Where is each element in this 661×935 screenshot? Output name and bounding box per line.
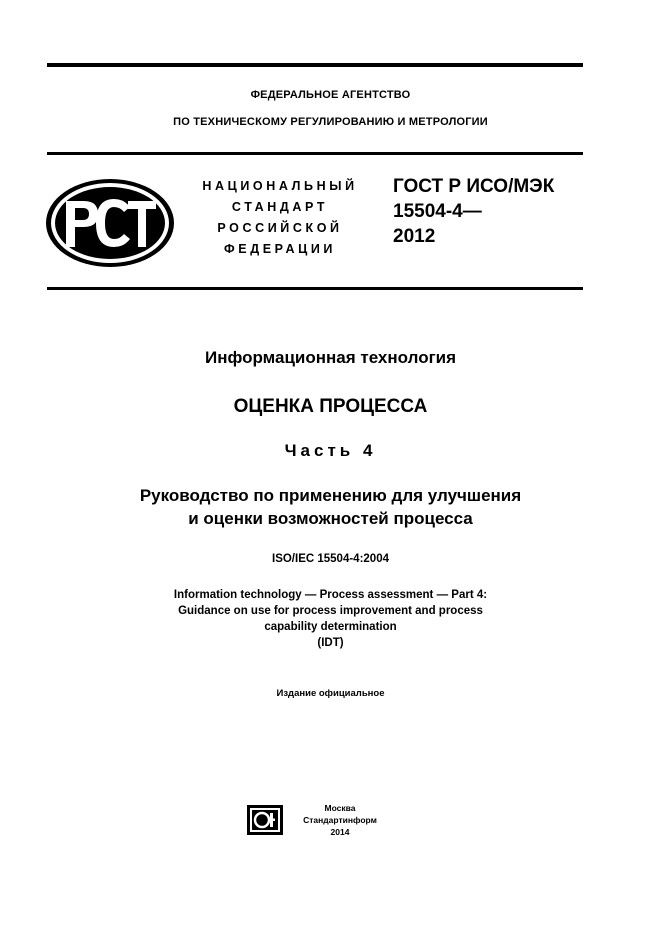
part-title: Часть 4 — [284, 441, 377, 460]
subtitle-line-1: Руководство по применению для улучшения — [139, 486, 522, 505]
english-title-line-1: Information technology — Process assessment — Part 4: — [173, 589, 488, 601]
national-standard-line-3: РОССИЙСКОЙ — [217, 221, 343, 235]
publisher-info — [290, 802, 390, 838]
agency-line-2: ПО ТЕХНИЧЕСКОМУ РЕГУЛИРОВАНИЮ И МЕТРОЛОГИИ — [173, 116, 488, 128]
standartinform-logo-icon — [246, 804, 284, 841]
title-block-rule — [47, 287, 583, 290]
english-title-line-3: capability determination — [264, 621, 397, 633]
designation-line-1: ГОСТ Р ИСО/МЭК — [393, 176, 555, 197]
publisher-name: Стандартинформ — [303, 815, 377, 825]
national-standard-line-1: НАЦИОНАЛЬНЫЙ — [202, 179, 358, 193]
english-title-line-4: (IDT) — [317, 637, 344, 649]
agency-line-1: ФЕДЕРАЛЬНОЕ АГЕНТСТВО — [250, 89, 411, 101]
standard-designation — [393, 174, 554, 249]
publisher-city: Москва — [324, 803, 356, 813]
national-standard-label — [196, 176, 364, 260]
designation-line-3: 2012 — [393, 226, 436, 247]
subtitle-line-2: и оценки возможностей процесса — [188, 509, 473, 528]
iso-reference: ISO/IEC 15504-4:2004 — [272, 553, 389, 565]
top-rule — [47, 63, 583, 67]
edition-label: Издание официальное — [276, 688, 385, 699]
national-standard-line-2: СТАНДАРТ — [231, 200, 329, 214]
header-rule — [47, 152, 583, 155]
english-title-line-2: Guidance on use for process improvement and process — [178, 605, 483, 617]
national-standard-line-4: ФЕДЕРАЦИИ — [223, 242, 336, 256]
designation-line-2: 15504-4— — [393, 201, 482, 222]
main-title: ОЦЕНКА ПРОЦЕССА — [233, 396, 428, 417]
topic-title: Информационная технология — [204, 348, 457, 367]
publisher-year: 2014 — [330, 827, 350, 837]
rst-certification-logo-icon — [44, 177, 176, 274]
